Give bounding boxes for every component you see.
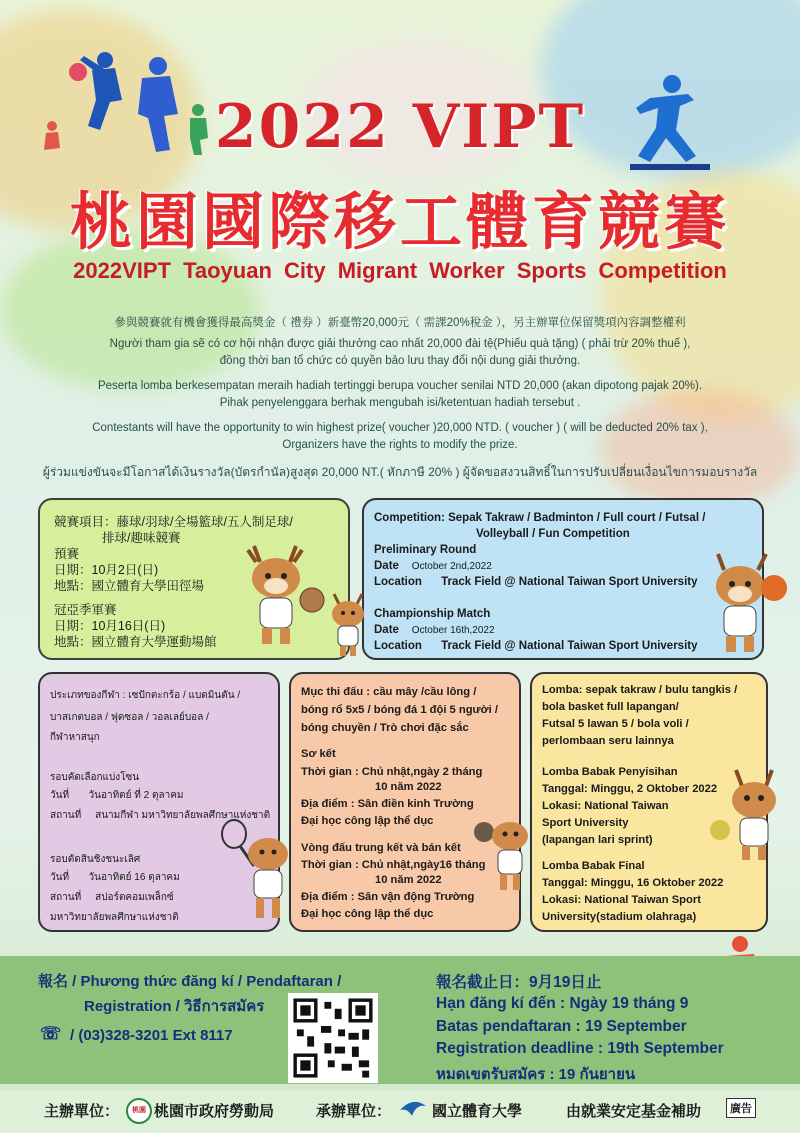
box-line: 日期：10月2日(日): [54, 563, 159, 577]
box-line: บาสเกตบอล / ฟุตซอล / วอลเลย์บอล /: [50, 712, 209, 723]
advertisement-badge: 廣告: [726, 1098, 756, 1118]
prize-text-indonesian-line: Peserta lomba berkesempatan meraih hadiah tertinggi berupa voucher senilai NTD 20,000 (akan dipotong pajak 20%).: [97, 380, 703, 392]
box-line: Mục thi đấu : cầu mây /cầu lông /: [301, 686, 477, 698]
box-line: Đại học công lập thể dục: [301, 908, 434, 920]
box-line: bóng rổ 5x5 / bóng đá 1 đội 5 người /: [301, 704, 498, 716]
box-line: ประเภทของกีฬา : เซปักตะกร้อ / แบดมินตัน /: [50, 690, 241, 701]
qr-code[interactable]: [288, 993, 378, 1083]
label: Date: [374, 624, 399, 636]
box-line: Thời gian : Chủ nhật,ngày16 tháng: [301, 859, 486, 871]
box-line: [50, 870, 180, 885]
prize-text-chinese: 參與競賽就有機會獲得最高獎金（ 禮券 ）新臺幣20,000元（ 需課20%稅金 ），另主辦單位保留獎項內容調整權利: [114, 317, 686, 329]
box-line: [50, 788, 184, 803]
prize-text-thai: ผู้ร่วมแข่งขันจะมีโอกาสได้เงินรางวัล(บัตรกำนัล)สูงสุด 20,000 NT.( หักภาษี 20% ) ผู้จัดขอสงวนสิทธิ์ในการปรับเปลี่ยนเงื่อนไขการมอบรางวัล: [42, 465, 758, 479]
deer-mascot-icon: [706, 766, 796, 866]
value: สนามกีฬา มหาวิทยาลัยพลศึกษาแห่งชาติ: [95, 810, 271, 821]
label: วันที่: [50, 872, 70, 883]
box-line: Lokasi: National Taiwan Sport: [542, 894, 701, 906]
registration-title: 報名 / Phương thức đăng kí / Pendaftaran /: [38, 973, 342, 990]
deadline-chinese: 報名截止日：9月19日止: [436, 974, 602, 991]
box-line: bola basket full lapangan/: [542, 701, 679, 713]
value: Track Field @ National Taiwan Sport University: [441, 640, 698, 652]
prize-text-indonesian: [20, 378, 780, 412]
box-line: รอบตัดสินชิงชนะเลิศ: [50, 854, 141, 865]
university-logo-icon: [398, 1096, 428, 1120]
box-line: Thời gian : Chủ nhật,ngày 2 tháng: [301, 766, 483, 778]
box-line: [374, 640, 698, 652]
host-label: 承辦單位：: [316, 1103, 392, 1120]
main-title-chinese: 桃園國際移工體育競賽: [69, 185, 730, 258]
box-line: Lomba: sepak takraw / bulu tangkis /: [542, 684, 738, 696]
value: วันอาทิตย์ 16 ตุลาคม: [88, 872, 180, 883]
box-line: Volleyball / Fun Competition: [476, 528, 630, 540]
taoyuan-logo-icon: 桃園: [126, 1098, 152, 1124]
box-line: Đại học công lập thể dục: [301, 815, 434, 827]
prize-text-english: [20, 420, 780, 454]
box-line: รอบคัดเลือกแบ่งโซน: [50, 772, 140, 783]
prize-text-vietnamese: [20, 336, 780, 370]
box-line: Lomba Babak Penyisihan: [542, 766, 678, 778]
prize-text-vietnamese-line: Người tham gia sẽ có cơ hội nhận được giải thưởng cao nhất 20,000 đài tệ(Phiếu quà tặng) ( phải trừ 20% thuế ),: [109, 338, 691, 350]
label: Location: [374, 640, 422, 652]
main-title-year: 2022 VIPT: [214, 92, 586, 162]
box-line: Championship Match: [374, 608, 491, 620]
box-line: [374, 576, 698, 588]
box-line: 10 năm 2022: [375, 874, 442, 886]
box-line: Preliminary Round: [374, 544, 477, 556]
box-line: 地點：國立體育大學田徑場: [54, 579, 205, 593]
deer-mascot-icon: [220, 818, 300, 928]
label: Location: [374, 576, 422, 588]
box-line: [374, 560, 492, 572]
box-line: 地點：國立體育大學運動場館: [54, 635, 217, 649]
value: วันอาทิตย์ ที่ 2 ตุลาคม: [88, 790, 184, 801]
box-line: 預賽: [54, 547, 80, 561]
box-line: Futsal 5 lawan 5 / bola voli /: [542, 718, 689, 730]
box-line: Tanggal: Minggu, 16 Oktober 2022: [542, 877, 724, 889]
deer-mascot-icon: [692, 548, 792, 658]
label: Date: [374, 560, 399, 572]
box-line: Vòng đấu trung kết và bán kết: [301, 842, 461, 854]
registration-title-line2: Registration / วิธีการสมัคร: [84, 998, 265, 1015]
box-line: 日期：10月16日(日): [54, 619, 166, 633]
deer-mascot-icon: [470, 808, 540, 898]
box-line: University(stadium olahraga): [542, 911, 697, 923]
box-line: 競賽項目：藤球/羽球/全場籃球/五人制足球/: [54, 515, 293, 529]
box-line: [374, 624, 495, 636]
box-line: 10 năm 2022: [375, 781, 442, 793]
box-line: bóng chuyền / Trò chơi đặc sắc: [301, 722, 469, 734]
prize-text-vietnamese-line: đồng thời ban tổ chức có quyền bảo lưu thay đổi nội dung giải thưởng.: [219, 355, 581, 367]
box-line: Địa điểm : Sân điền kinh Trường: [301, 798, 474, 810]
value: สปอร์ตคอมเพล็กซ์: [95, 892, 174, 903]
value: Track Field @ National Taiwan Sport University: [441, 576, 698, 588]
organizer-label: 主辦單位：: [44, 1103, 120, 1120]
prize-text-indonesian-line: Pihak penyelenggara berhak mengubah isi/ketentuan hadiah tersebut .: [219, 397, 581, 409]
organizer-name: 桃園市政府勞動局: [154, 1103, 275, 1120]
phone-number: / (03)328-3201 Ext 8117: [70, 1027, 233, 1044]
box-line: (lapangan lari sprint): [542, 834, 653, 846]
box-line: 排球/趣味競賽: [102, 531, 181, 545]
funding-note: 由就業安定基金補助: [566, 1103, 702, 1120]
box-line: Sơ kết: [301, 748, 336, 760]
label: สถานที่: [50, 810, 82, 821]
label: วันที่: [50, 790, 70, 801]
deadline-english: Registration deadline : 19th September: [436, 1040, 724, 1057]
box-line: มหาวิทยาลัยพลศึกษาแห่งชาติ: [50, 912, 179, 923]
box-line: กีฬาหาสนุก: [50, 732, 100, 743]
deadline-vietnamese: Hạn đăng kí đến : Ngày 19 tháng 9: [436, 995, 689, 1012]
box-line: perlombaan seru lainnya: [542, 735, 674, 747]
box-line: Competition: Sepak Takraw / Badminton / Full court / Futsal /: [374, 512, 706, 524]
deer-mascot-icon: [318, 590, 378, 660]
deer-mascot-icon: [226, 540, 326, 650]
box-line: Lokasi: National Taiwan: [542, 800, 669, 812]
value: October 16th,2022: [411, 625, 495, 636]
box-line: 冠亞季軍賽: [54, 603, 117, 617]
phone-icon: ☏: [40, 1024, 62, 1043]
main-title-english: 2022VIPT Taoyuan City Migrant Worker Sports Competition: [73, 258, 727, 283]
label: สถานที่: [50, 892, 82, 903]
prize-text-english-line: Contestants will have the opportunity to win highest prize( voucher )20,000 NTD. ( voucher ) ( will be deducted 20% tax ),: [92, 422, 708, 434]
box-line: Sport University: [542, 817, 629, 829]
box-line: Địa điểm : Sân vận động Trường: [301, 891, 475, 903]
box-line: [50, 890, 174, 905]
box-line: Lomba Babak Final: [542, 860, 645, 872]
host-name: 國立體育大學: [432, 1103, 523, 1120]
box-line: Tanggal: Minggu, 2 Oktober 2022: [542, 783, 718, 795]
value: October 2nd,2022: [411, 561, 492, 572]
deadline-thai: หมดเขตรับสมัคร : 19 กันยายน: [436, 1066, 636, 1083]
deadline-indonesian: Batas pendaftaran : 19 September: [436, 1018, 687, 1035]
prize-text-english-line: Organizers have the rights to modify the prize.: [282, 439, 518, 451]
